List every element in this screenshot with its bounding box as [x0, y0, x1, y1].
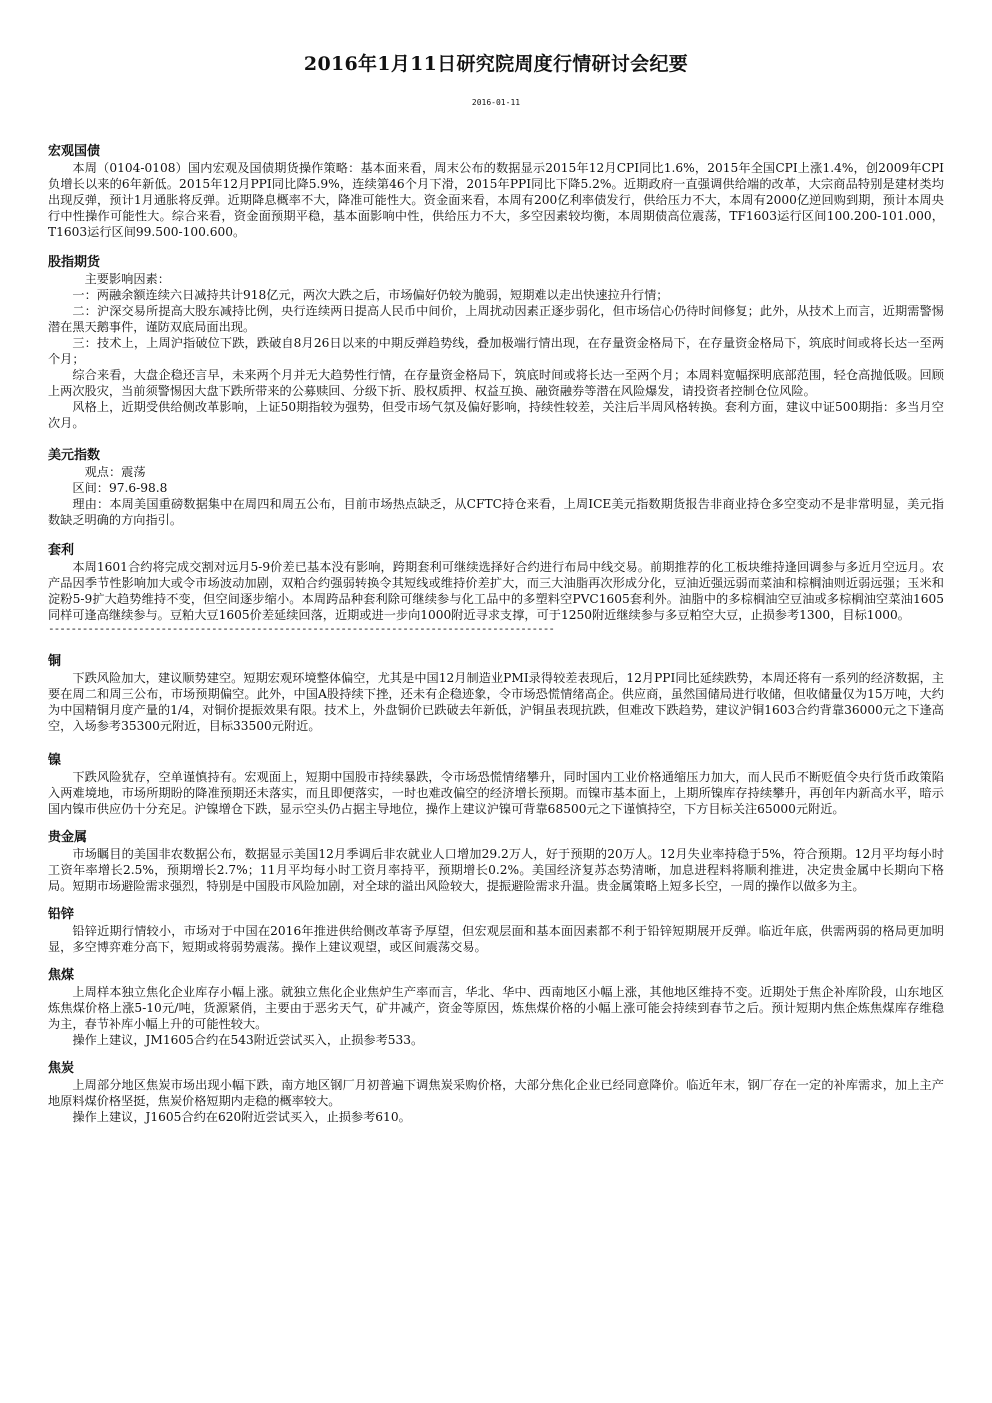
paragraph: 下跌风险加大，建议顺势建空。短期宏观环境整体偏空，尤其是中国12月制造业PMI录得较差表现后，12月PPI同比延续跌势，本周还将有一系列的经济数据，主要在周二和周三公布，市场预期偏空。此外，中国A股持续下挫，还未有企稳迹象，令市场恐慌情绪高企。供应商，虽然国储局进行收储，但收储量仅为15万吨，大约为中国精铜月度产量的1/4，对铜价提振效果有限。技术上，外盘铜价已跌破去年新低，沪铜虽表现抗跌，但难改下跌趋势，建议沪铜1603合约背靠36000元之下逢高空，入场参考35300元附近，目标33500元附近。 — [48, 671, 944, 733]
paragraph: 综合来看，大盘企稳还言早，未来两个月并无大趋势性行情，在存量资金格局下，筑底时间或将长达一至两个月；本周料宽幅探明底部范围，轻仓高抛低吸。回顾上两次股灾，当前须警惕因大盘下跌所带来的公募赎回、分级下折、股权质押、权益互换、融资融券等潜在风险爆发，请投资者控制仓位风险。 — [48, 368, 944, 398]
section-heading: 焦炭 — [48, 1061, 75, 1076]
paragraph: 一：两融余额连续六日减持共计918亿元，两次大跌之后，市场偏好仍较为脆弱，短期难以走出快速拉升行情； — [72, 288, 669, 302]
section-heading: 美元指数 — [48, 448, 101, 463]
paragraph: 观点：震荡 — [84, 465, 146, 479]
paragraph: 本周（0104-0108）国内宏观及国债期货操作策略：基本面来看，周末公布的数据显示2015年12月CPI同比1.6%，2015年全国CPI上涨1.4%，创2009年CPI负增长以来的6年新低。2015年12月PPI同比降5.9%，连续第46个月下滑，2015年PPI同比下降5.2%。近期政府一直强调供给端的改革，大宗商品特别是建材类均出现反弹，预计1月通胀将反弹。近期降息概率不大，降准可能性大。资金面来看，本周有200亿利率债发行，供给压力不大，本周有2000亿逆回购到期，预计本周央行中性操作可能性大。综合来看，资金面预期平稳，基本面影响中性，供给压力不大，多空因素较均衡，本周期债高位震荡，TF1603运行区间100.200-101.000，T1603运行区间99.500-100.600。 — [48, 161, 944, 239]
paragraph: 主要影响因素： — [84, 272, 170, 286]
section-heading: 铜 — [48, 654, 62, 669]
paragraph: 本周1601合约将完成交割对远月5-9价差已基本没有影响，跨期套利可继续选择好合约进行布局中线交易。前期推荐的化工板块维持逢回调参与多近月空远月。农产品因季节性影响加大或令市场波动加剧，双粕合约强弱转换令其短线或维持价差扩大，而三大油脂再次形成分化，豆油近强远弱而菜油和棕榈油则近弱远强；玉米和淀粉5-9扩大趋势维持不变，但空间逐步缩小。本周跨品种套利除可继续参与化工品中的多塑料空PVC1605套利外。油脂中的多棕榈油空豆油或多棕榈油空菜油1605同样可逢高继续参与。豆粕大豆1605价差延续回落，近期或进一步向1000附近寻求支撑，可于1250附近继续参与多豆粕空大豆，止损参考1300，目标1000。 — [48, 560, 944, 622]
section-copper — [48, 653, 944, 734]
section-heading: 焦煤 — [48, 968, 75, 983]
paragraph: 操作上建议，JM1605合约在543附近尝试买入，止损参考533。 — [72, 1033, 424, 1047]
paragraph: 风格上，近期受供给侧改革影响，上证50期指较为强势，但受市场气氛及偏好影响，持续性较差，关注后半周风格转换。套利方面，建议中证500期指：多当月空次月。 — [48, 400, 944, 430]
paragraph: 下跌风险犹存，空单谨慎持有。宏观面上，短期中国股市持续暴跌，令市场恐慌情绪攀升，同时国内工业价格通缩压力加大，而人民币不断贬值令央行货币政策陷入两难境地，市场所期盼的降准预期还未落实，而且即便落实，一时也难改偏空的经济增长预期。而镍市基本面上，上期所镍库存持续攀升，再创年内新高水平，暗示国内镍市供应仍十分充足。沪镍增仓下跌，显示空头仍占据主导地位，操作上建议沪镍可背靠68500元之下谨慎持空，下方目标关注65000元附近。 — [48, 770, 944, 816]
section-heading: 铅锌 — [48, 907, 75, 922]
section-nickel — [48, 752, 944, 817]
section-coking-coal — [48, 967, 944, 1048]
document-date: 2016-01-11 — [471, 98, 521, 107]
paragraph: 市场瞩目的美国非农数据公布，数据显示美国12月季调后非农就业人口增加29.2万人，好于预期的20万人。12月失业率持稳于5%，符合预期。12月平均每小时工资年率增长2.5%，预期增长2.7%；11月平均每小时工资月率持平，预期增长0.2%。美国经济复苏态势清晰，加息进程料将顺利推进，决定贵金属中长期向下格局。短期市场避险需求强烈，特别是中国股市风险加剧，对全球的溢出风险较大，提振避险需求升温。贵金属策略上短多长空，一周的操作以做多为主。 — [48, 847, 944, 893]
paragraph: 上周样本独立焦化企业库存小幅上涨。就独立焦化企业焦炉生产率而言，华北、华中、西南地区小幅上涨，其他地区维持不变。近期处于焦企补库阶段，山东地区炼焦煤价格上涨5-10元/吨，货源紧俏，主要由于恶劣天气，矿井减产，资金等原因，炼焦煤价格的小幅上涨可能会持续到春节之后。预计短期内焦企炼焦煤库存维稳为主，春节补库小幅上升的可能性较大。 — [48, 985, 944, 1031]
paragraph: 区间：97.6-98.8 — [72, 481, 168, 495]
section-arbitrage — [48, 542, 944, 635]
section-heading: 股指期货 — [48, 255, 101, 270]
section-lead-zinc — [48, 906, 944, 955]
paragraph: 三：技术上，上周沪指破位下跌，跌破自8月26日以来的中期反弹趋势线，叠加极端行情出现，在存量资金格局下，在存量资金格局下，筑底时间或将长达一至两个月； — [48, 336, 944, 366]
section-stock-index-futures — [48, 254, 944, 431]
separator-line: ------------------------------------------------------------------------------------------ — [48, 623, 555, 635]
section-dollar-index — [48, 447, 944, 528]
section-coke — [48, 1060, 944, 1125]
paragraph: 二：沪深交易所提高大股东减持比例，央行连续两日提高人民币中间价，上周扰动因素正逐步弱化，但市场信心仍待时间修复；此外，从技术上而言，近期需警惕潜在黑天鹅事件，谨防双底局面出现。 — [48, 304, 944, 334]
section-heading: 宏观国债 — [48, 144, 101, 159]
section-precious-metals — [48, 829, 944, 894]
section-heading: 贵金属 — [48, 830, 88, 845]
section-macro-bonds — [48, 143, 944, 240]
section-heading: 套利 — [48, 543, 75, 558]
paragraph: 操作上建议，J1605合约在620附近尝试买入，止损参考610。 — [72, 1110, 411, 1124]
section-heading: 镍 — [48, 753, 62, 768]
paragraph: 上周部分地区焦炭市场出现小幅下跌，南方地区钢厂月初普遍下调焦炭采购价格，大部分焦化企业已经同意降价。临近年末，钢厂存在一定的补库需求，加上主产地原料煤价格坚挺，焦炭价格短期内走稳的概率较大。 — [48, 1078, 944, 1108]
page-title: 2016年1月11日研究院周度行情研讨会纪要 — [303, 53, 689, 75]
paragraph: 理由：本周美国重磅数据集中在周四和周五公布，目前市场热点缺乏，从CFTC持仓来看，上周ICE美元指数期货报告非商业持仓多空变动不是非常明显，美元指数缺乏明确的方向指引。 — [48, 497, 944, 527]
paragraph: 铅锌近期行情较小，市场对于中国在2016年推进供给侧改革寄予厚望，但宏观层面和基本面因素都不利于铅锌短期展开反弹。临近年底，供需两弱的格局更加明显，多空博弈难分高下，短期或将弱势震荡。操作上建议观望，或区间震荡交易。 — [48, 924, 944, 954]
document-page — [48, 0, 944, 1125]
